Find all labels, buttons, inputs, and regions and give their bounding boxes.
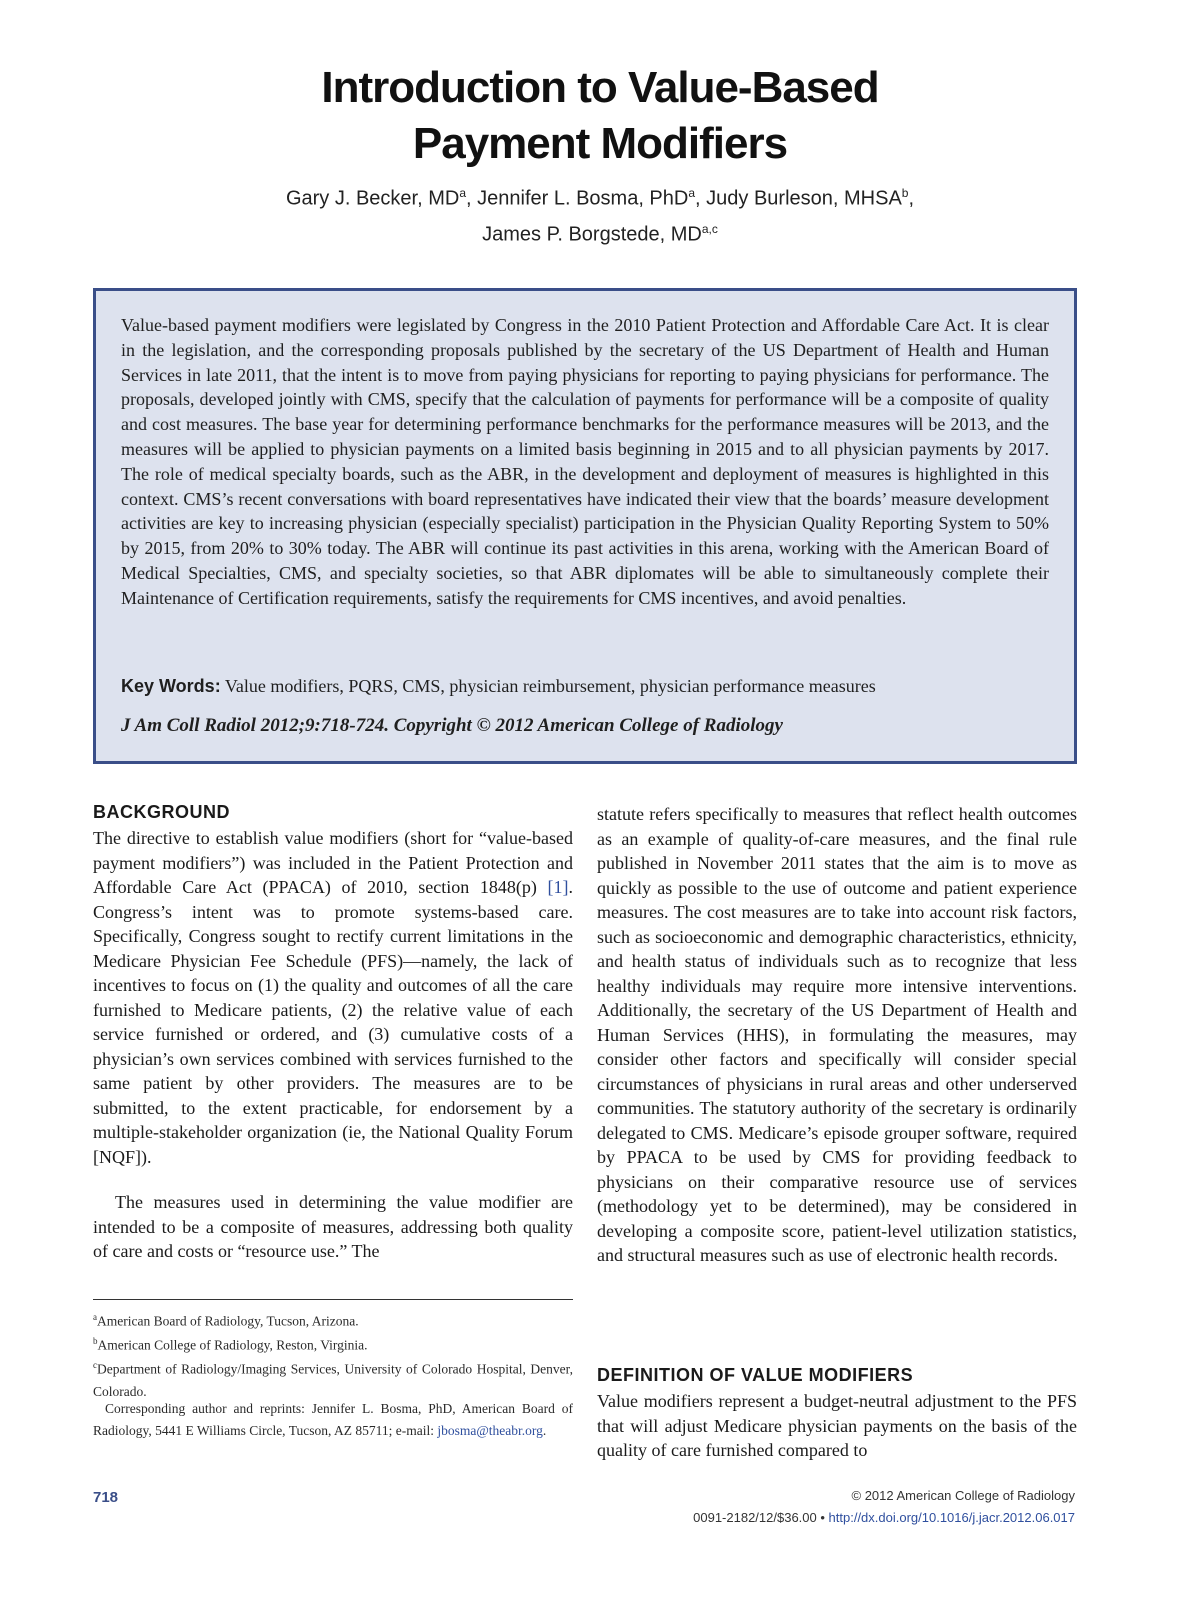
author-affiliation-mark: a	[459, 186, 466, 200]
footnote-text: .	[542, 1423, 547, 1438]
footnote-affiliation-a	[93, 1306, 573, 1333]
reference-link[interactable]: [1]	[547, 877, 569, 897]
doi-link[interactable]: http://dx.doi.org/10.1016/j.jacr.2012.06.017	[828, 1510, 1075, 1525]
footnote-text: American Board of Radiology, Tucson, Arizona.	[97, 1313, 359, 1329]
keywords-label: Key Words:	[121, 676, 221, 696]
footnote-text: American College of Radiology, Reston, Virginia.	[97, 1337, 368, 1353]
author-list	[0, 178, 1200, 249]
keywords-list: Value modifiers, PQRS, CMS, physician reimbursement, physician performance measures	[224, 676, 876, 696]
title-line-2: Payment Modifiers	[412, 119, 788, 168]
author-name: Jennifer L. Bosma, PhD	[477, 187, 689, 210]
paragraph-text: The directive to establish value modifiers (short for “value-based payment modifiers”) was included in the Patient Protection and Affordable Care Act (PPACA) of 2010, section 1848(p)	[93, 828, 573, 897]
footer-issn-doi	[693, 1510, 1075, 1525]
author-separator: ,	[466, 187, 478, 210]
definition-paragraph: Value modifiers represent a budget-neutral adjustment to the PFS that will adjust Medicare physician payments on the basis of the quality of care furnished compared to	[597, 1391, 1077, 1460]
footnote-text: Department of Radiology/Imaging Services, University of Colorado Hospital, Denver, Colorado.	[93, 1361, 573, 1399]
email-link[interactable]: jbosma@theabr.org	[437, 1423, 543, 1438]
footnote-affiliation-c	[93, 1354, 573, 1403]
background-paragraph-2: The measures used in determining the value modifier are intended to be a composite of measures, addressing both quality of care and costs or “resource use.” The	[93, 1192, 573, 1261]
title-line-1: Introduction to Value-Based	[321, 63, 879, 112]
journal-citation: J Am Coll Radiol 2012;9:718-724. Copyright © 2012 American College of Radiology	[121, 715, 783, 736]
footer-copyright: © 2012 American College of Radiology	[851, 1488, 1075, 1503]
background-paragraph-1	[93, 826, 573, 1169]
footnote-mark: a	[93, 1312, 97, 1322]
author-name: Judy Burleson, MHSA	[706, 187, 902, 210]
footnote-divider	[93, 1299, 573, 1300]
page-number: 718	[93, 1489, 119, 1506]
author-affiliation-mark: b	[901, 186, 909, 200]
author-name: Gary J. Becker, MD	[285, 187, 460, 210]
author-line-2	[0, 214, 1200, 250]
footnote-mark: c	[93, 1360, 97, 1370]
author-separator: ,	[908, 187, 915, 210]
author-affiliation-mark: a,c	[701, 221, 718, 236]
keywords-line	[121, 673, 1051, 699]
footnote-text: Corresponding author and reprints: Jennifer L. Bosma, PhD, American Board of Radiology, 5441 E Williams Circle, Tucson, AZ 85711; e-mail:	[93, 1401, 573, 1438]
issn-text: 0091-2182/12/$36.00 •	[693, 1510, 829, 1525]
paragraph-text: . Congress’s intent was to promote systems-based care. Specifically, Congress sought to rectify current limitations in the Medicare Physician Fee Schedule (PFS)—namely, the lack of incentives to focus on (1) the quality and outcomes of all the care furnished to Medicare patients, (2) the relative value of each service furnished or ordered, and (3) cumulative costs of a physician’s own services combined with services furnished to the same patient by other providers. The measures are to be submitted, to the extent practicable, for endorsement by a multiple-stakeholder organization (ie, the National Quality Forum [NQF]).	[93, 877, 573, 1167]
abstract-box	[93, 288, 1077, 764]
footnote-mark: b	[93, 1336, 98, 1346]
abstract-text: Value-based payment modifiers were legislated by Congress in the 2010 Patient Protection and Affordable Care Act. It is clear in the legislation, and the corresponding proposals published by the secretary of the US Department of Health and Human Services in late 2011, that the intent is to move from paying physicians for reporting to paying physicians for performance. The proposals, developed jointly with CMS, specify that the calculation of payments for performance will be a composite of quality and cost measures. The base year for determining performance benchmarks for the performance measures will be 2013, and the measures will be applied to physician payments on a limited basis beginning in 2015 and to all physician payments by 2017. The role of medical specialty boards, such as the ABR, in the development and deployment of measures is highlighted in this context. CMS’s recent conversations with board representatives have indicated their view that the boards’ measure development activities are key to increasing physician (especially specialist) participation in the Physician Quality Reporting System to 50% by 2015, from 20% to 30% today. The ABR will continue its past activities in this arena, working with the American Board of Medical Specialties, CMS, and specialty societies, so that ABR diplomates will be able to simultaneously complete their Maintenance of Certification requirements, satisfy the requirements for CMS incentives, and avoid penalties.	[121, 315, 1049, 608]
author-separator: ,	[695, 187, 707, 210]
section-heading-background: BACKGROUND	[93, 802, 230, 822]
author-name: James P. Borgstede, MD	[482, 223, 702, 246]
section-heading-definition: DEFINITION OF VALUE MODIFIERS	[597, 1365, 914, 1385]
article-title	[0, 60, 1200, 172]
right-column-paragraph: statute refers specifically to measures that reflect health outcomes as an example of quality-of-care measures, and the final rule published in November 2011 states that the aim is to move as quickly as possible to the use of outcome and patient experience measures. The cost measures are to take into account risk factors, such as socioeconomic and demographic characteristics, ethnicity, and health status of individuals such as to recognize that less healthy individuals may require more intensive interventions. Additionally, the secretary of the US Department of Health and Human Services (HHS), in formulating the measures, may consider other factors and specifically will consider special circumstances of physicians in rural areas and other underserved communities. The statutory authority of the secretary is ordinarily delegated to CMS. Medicare’s episode grouper software, required by PPACA to be used by CMS for providing feedback to physicians on their comparative resource use of services (methodology yet to be determined), may be considered in developing a composite score, patient-level utilization statistics, and structural measures such as use of electronic health records.	[597, 804, 1077, 1265]
author-line-1	[0, 178, 1200, 214]
author-affiliation-mark: a	[688, 186, 696, 200]
footnote-corresponding-author	[93, 1398, 573, 1442]
footnote-affiliation-b	[93, 1330, 573, 1357]
